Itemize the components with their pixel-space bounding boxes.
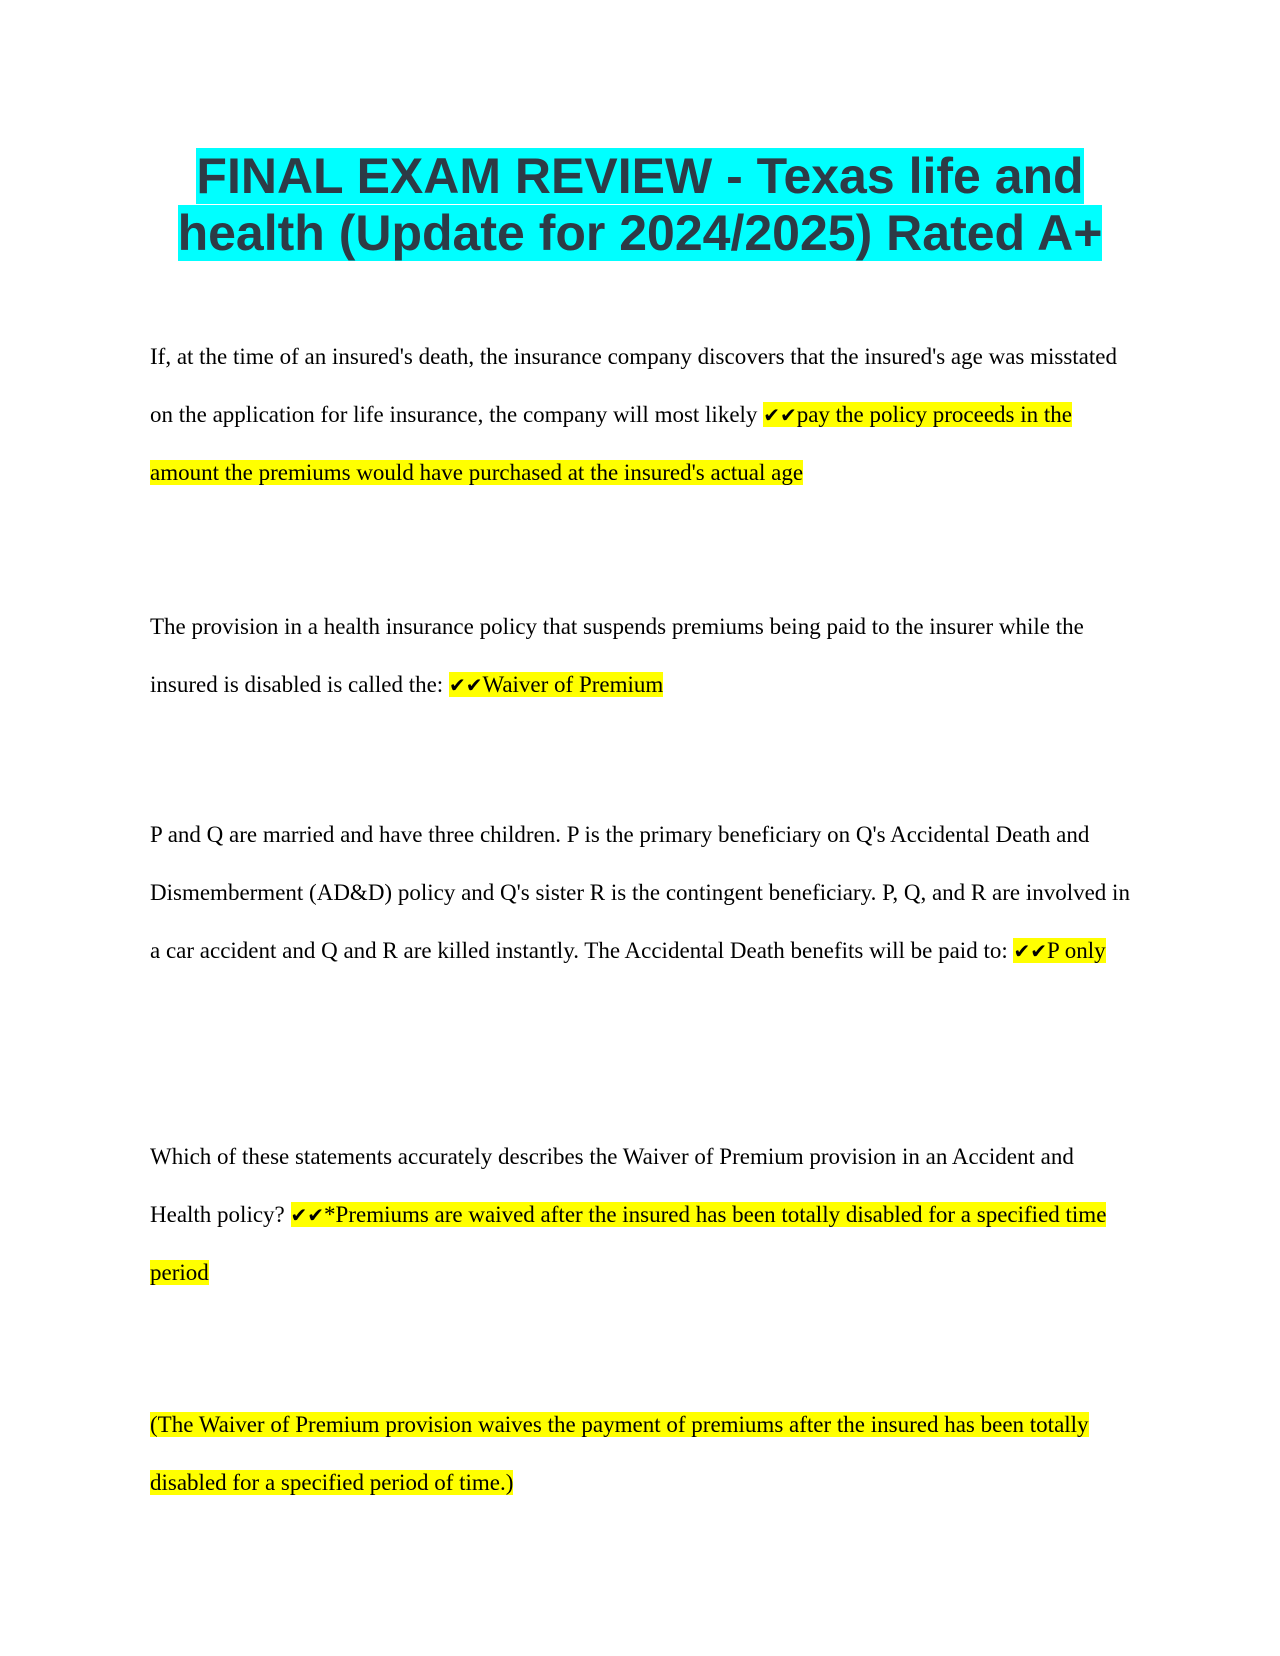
- document-title-text: FINAL EXAM REVIEW - Texas life and health (Update for 2024/2025) Rated A+: [177, 148, 1103, 261]
- answer-text: Waiver of Premium: [482, 672, 664, 697]
- answer-text: P only: [1047, 938, 1106, 963]
- qa-item-4: [150, 1128, 1140, 1302]
- explanation-text: (The Waiver of Premium provision waives the payment of premiums after the insured has been totally disabled for a specified period of time.): [150, 1412, 1089, 1495]
- checkmark-icon: ✔✔: [448, 673, 483, 697]
- qa-item-1: [150, 328, 1140, 502]
- answer-highlight: [150, 1202, 1106, 1285]
- checkmark-icon: ✔✔: [763, 403, 797, 427]
- answer-text: pay the policy proceeds in the amount the premiums would have purchased at the insured's actual age: [150, 402, 1072, 485]
- checkmark-icon: ✔✔: [290, 1203, 325, 1227]
- checkmark-icon: ✔✔: [1013, 939, 1047, 963]
- document-title: [150, 148, 1130, 262]
- answer-highlight: [1013, 938, 1105, 963]
- question-text: If, at the time of an insured's death, the insurance company discovers that the insured's age was misstated on the application for life insurance, the company will most likely: [150, 344, 1117, 427]
- answer-highlight: [449, 672, 663, 697]
- question-text: The provision in a health insurance policy that suspends premiums being paid to the insurer while the insured is disabled is called the:: [150, 614, 1084, 697]
- question-text: P and Q are married and have three children. P is the primary beneficiary on Q's Accidental Death and Dismemberment (AD&D) policy and Q's sister R is the contingent beneficiary. P, Q, and R are involved in a car accident and Q and R are killed instantly. The Accidental Death benefits will be paid to:: [150, 822, 1130, 963]
- explanation-paragraph: [150, 1396, 1140, 1512]
- question-text: Which of these statements accurately describes the Waiver of Premium provision in an Accident and Health policy?: [150, 1144, 1074, 1227]
- qa-item-2: [150, 598, 1140, 714]
- qa-item-3: [150, 806, 1140, 980]
- answer-text: *Premiums are waived after the insured has been totally disabled for a specified time period: [150, 1202, 1107, 1285]
